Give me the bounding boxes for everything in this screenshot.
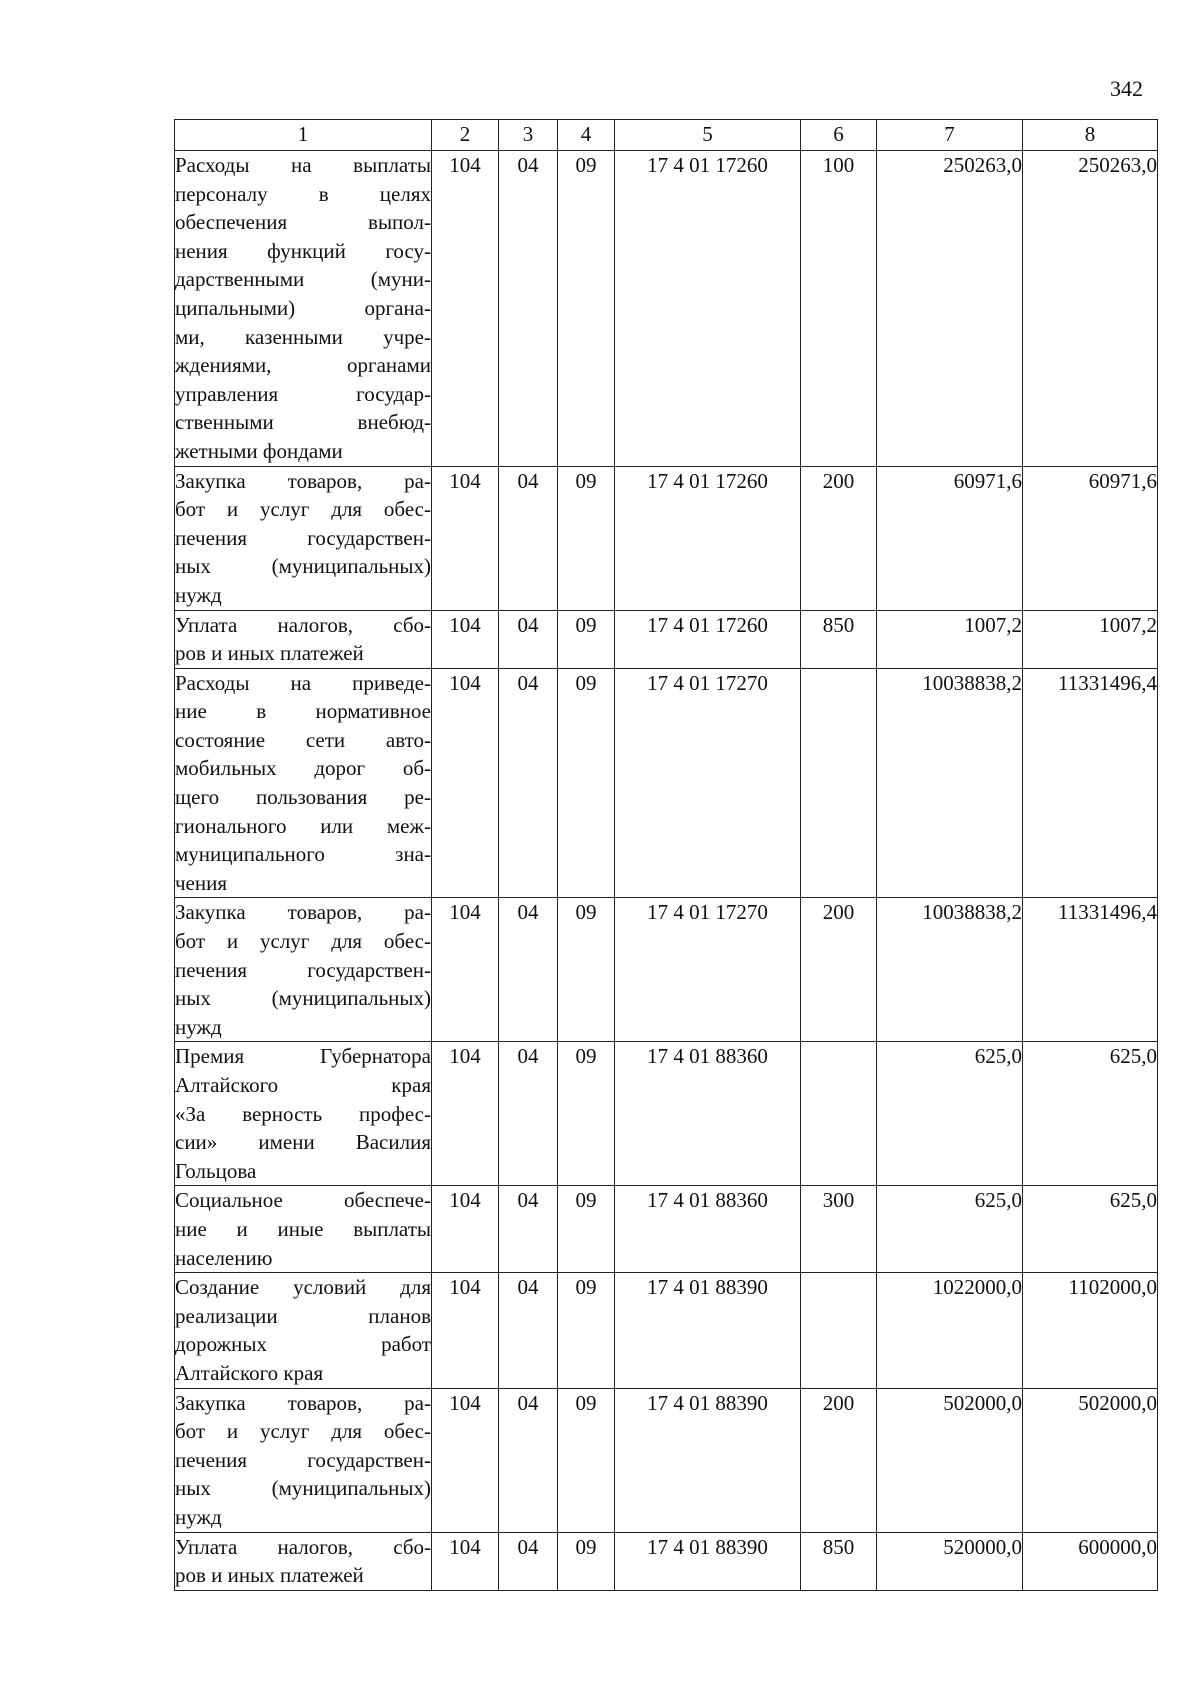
- description-line: дарственными (муни-: [175, 267, 431, 292]
- description-line: чения: [175, 870, 228, 895]
- amount-col8: 600000,0: [1023, 1532, 1158, 1590]
- expense-type: [801, 1273, 877, 1388]
- amount-col8: 60971,6: [1023, 466, 1158, 610]
- column-header: 3: [499, 120, 558, 151]
- amount-col7: 502000,0: [877, 1388, 1023, 1532]
- description-line: ров и иных платежей: [175, 641, 364, 666]
- description-line: населению: [175, 1245, 273, 1270]
- column-header: 4: [558, 120, 615, 151]
- subsection-code: 04: [499, 1186, 558, 1273]
- amount-col8: 1007,2: [1023, 610, 1158, 668]
- table-row: [175, 898, 1158, 1042]
- table-body: [175, 151, 1158, 1591]
- amount-col7: 520000,0: [877, 1532, 1023, 1590]
- item-code: 09: [558, 610, 615, 668]
- description-line: печения государствен-: [175, 1447, 431, 1472]
- description-line: сии» имени Василия: [175, 1130, 431, 1155]
- description-line: Социальное обеспече-: [175, 1188, 431, 1213]
- subsection-code: 04: [499, 1042, 558, 1186]
- table-row: [175, 1186, 1158, 1273]
- target-code: 17 4 01 88390: [615, 1532, 801, 1590]
- amount-col8: 625,0: [1023, 1042, 1158, 1186]
- description-line: печения государствен-: [175, 525, 431, 550]
- description-line: бот и услуг для обес-: [175, 497, 431, 522]
- table-row: [175, 151, 1158, 467]
- description-line: ципальными) органа-: [175, 295, 431, 320]
- column-header: 8: [1023, 120, 1158, 151]
- description-line: обеспечения выпол-: [175, 210, 431, 235]
- description-line: реализации планов: [175, 1303, 431, 1328]
- target-code: 17 4 01 17260: [615, 151, 801, 467]
- section-code: 104: [432, 1273, 499, 1388]
- description-line: гионального или меж-: [175, 813, 431, 838]
- description-line: персоналу в целях: [175, 181, 431, 206]
- row-description: [175, 1186, 432, 1273]
- amount-col7: 60971,6: [877, 466, 1023, 610]
- section-code: 104: [432, 1042, 499, 1186]
- subsection-code: 04: [499, 1388, 558, 1532]
- row-description: [175, 1388, 432, 1532]
- description-line: Расходы на приведе-: [175, 670, 431, 695]
- row-description: [175, 466, 432, 610]
- table-row: [175, 1042, 1158, 1186]
- expense-type: 300: [801, 1186, 877, 1273]
- target-code: 17 4 01 17260: [615, 610, 801, 668]
- table-row: [175, 1273, 1158, 1388]
- item-code: 09: [558, 1273, 615, 1388]
- table-row: [175, 610, 1158, 668]
- description-line: «За верность профес-: [175, 1101, 431, 1126]
- subsection-code: 04: [499, 610, 558, 668]
- amount-col8: 11331496,4: [1023, 668, 1158, 898]
- expense-type: [801, 668, 877, 898]
- subsection-code: 04: [499, 898, 558, 1042]
- expense-type: 100: [801, 151, 877, 467]
- description-line: щего пользования ре-: [175, 785, 431, 810]
- amount-col7: 1022000,0: [877, 1273, 1023, 1388]
- section-code: 104: [432, 668, 499, 898]
- target-code: 17 4 01 17260: [615, 466, 801, 610]
- subsection-code: 04: [499, 668, 558, 898]
- description-line: Закупка товаров, ра-: [175, 1390, 431, 1415]
- expense-type: 850: [801, 1532, 877, 1590]
- target-code: 17 4 01 88360: [615, 1186, 801, 1273]
- description-line: Гольцова: [175, 1158, 257, 1183]
- table-row: [175, 466, 1158, 610]
- page-number: 342: [1110, 76, 1143, 101]
- description-line: дорожных работ: [175, 1332, 431, 1357]
- description-line: ми, казенными учре-: [175, 324, 431, 349]
- header-row: [175, 120, 1158, 151]
- description-line: бот и услуг для обес-: [175, 1419, 431, 1444]
- column-header: 6: [801, 120, 877, 151]
- description-line: ров и иных платежей: [175, 1563, 364, 1588]
- description-line: нужд: [175, 1014, 222, 1039]
- description-line: Расходы на выплаты: [175, 153, 431, 177]
- amount-col8: 502000,0: [1023, 1388, 1158, 1532]
- description-line: Закупка товаров, ра-: [175, 900, 431, 925]
- item-code: 09: [558, 668, 615, 898]
- description-line: Алтайского края: [175, 1360, 324, 1385]
- description-line: нужд: [175, 1504, 222, 1529]
- item-code: 09: [558, 1388, 615, 1532]
- amount-col7: 10038838,2: [877, 898, 1023, 1042]
- description-line: бот и услуг для обес-: [175, 929, 431, 954]
- target-code: 17 4 01 88360: [615, 1042, 801, 1186]
- description-line: Уплата налогов, сбо-: [175, 612, 431, 637]
- column-header: 5: [615, 120, 801, 151]
- table-row: [175, 1532, 1158, 1590]
- column-header: 1: [175, 120, 432, 151]
- description-line: жетными фондами: [175, 438, 343, 463]
- row-description: [175, 898, 432, 1042]
- table-row: [175, 1388, 1158, 1532]
- item-code: 09: [558, 1042, 615, 1186]
- description-line: состояние сети авто-: [175, 727, 431, 752]
- description-line: ных (муниципальных): [175, 1476, 431, 1501]
- amount-col8: 1102000,0: [1023, 1273, 1158, 1388]
- description-line: ных (муниципальных): [175, 986, 431, 1011]
- description-line: ных (муниципальных): [175, 554, 431, 579]
- row-description: [175, 668, 432, 898]
- column-header: 7: [877, 120, 1023, 151]
- amount-col7: 1007,2: [877, 610, 1023, 668]
- amount-col8: 250263,0: [1023, 151, 1158, 467]
- item-code: 09: [558, 1186, 615, 1273]
- item-code: 09: [558, 898, 615, 1042]
- row-description: [175, 610, 432, 668]
- description-line: печения государствен-: [175, 957, 431, 982]
- description-line: мобильных дорог об-: [175, 756, 431, 781]
- description-line: ние и иные выплаты: [175, 1216, 431, 1241]
- row-description: [175, 151, 432, 467]
- row-description: [175, 1273, 432, 1388]
- description-line: нения функций госу-: [175, 238, 431, 263]
- item-code: 09: [558, 151, 615, 467]
- section-code: 104: [432, 1532, 499, 1590]
- expense-type: 200: [801, 898, 877, 1042]
- column-header: 2: [432, 120, 499, 151]
- section-code: 104: [432, 1388, 499, 1532]
- description-line: Создание условий для: [175, 1275, 431, 1300]
- description-line: ние в нормативное: [175, 699, 431, 724]
- subsection-code: 04: [499, 151, 558, 467]
- description-line: ждениями, органами: [175, 353, 431, 378]
- section-code: 104: [432, 610, 499, 668]
- row-description: [175, 1042, 432, 1186]
- section-code: 104: [432, 466, 499, 610]
- subsection-code: 04: [499, 466, 558, 610]
- description-line: Алтайского края: [175, 1073, 431, 1097]
- amount-col7: 625,0: [877, 1186, 1023, 1273]
- amount-col7: 10038838,2: [877, 668, 1023, 898]
- row-description: [175, 1532, 432, 1590]
- subsection-code: 04: [499, 1532, 558, 1590]
- table-row: [175, 668, 1158, 898]
- description-line: управления государ-: [175, 381, 431, 406]
- expense-type: 200: [801, 1388, 877, 1532]
- description-line: нужд: [175, 582, 222, 607]
- subsection-code: 04: [499, 1273, 558, 1388]
- description-line: муниципального зна-: [175, 842, 431, 867]
- description-line: Премия Губернатора: [175, 1044, 431, 1069]
- expense-type: 200: [801, 466, 877, 610]
- item-code: 09: [558, 1532, 615, 1590]
- budget-table: [174, 119, 1158, 1591]
- description-line: ственными внебюд-: [175, 410, 431, 435]
- description-line: Закупка товаров, ра-: [175, 468, 431, 493]
- target-code: 17 4 01 17270: [615, 668, 801, 898]
- amount-col8: 11331496,4: [1023, 898, 1158, 1042]
- item-code: 09: [558, 466, 615, 610]
- target-code: 17 4 01 88390: [615, 1273, 801, 1388]
- section-code: 104: [432, 1186, 499, 1273]
- target-code: 17 4 01 17270: [615, 898, 801, 1042]
- section-code: 104: [432, 151, 499, 467]
- amount-col7: 250263,0: [877, 151, 1023, 467]
- expense-type: [801, 1042, 877, 1186]
- target-code: 17 4 01 88390: [615, 1388, 801, 1532]
- amount-col7: 625,0: [877, 1042, 1023, 1186]
- amount-col8: 625,0: [1023, 1186, 1158, 1273]
- section-code: 104: [432, 898, 499, 1042]
- expense-type: 850: [801, 610, 877, 668]
- description-line: Уплата налогов, сбо-: [175, 1534, 431, 1559]
